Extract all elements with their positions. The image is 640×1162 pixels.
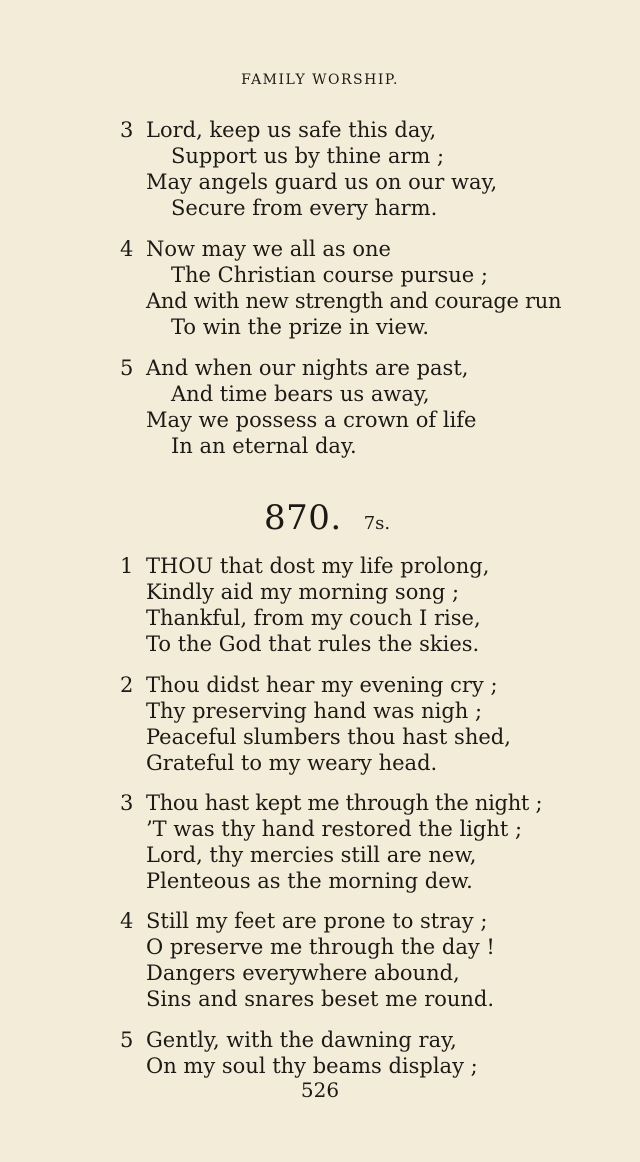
verse-line: Sins and snares beset me round. bbox=[146, 987, 495, 1011]
verse-line: And time bears us away, bbox=[171, 382, 430, 406]
verse-line: Kindly aid my morning song ; bbox=[146, 580, 460, 604]
verse-line: Thy preserving hand was nigh ; bbox=[146, 699, 483, 723]
hymn-heading bbox=[264, 498, 390, 538]
verse-line: Still my feet are prone to stray ; bbox=[146, 909, 488, 933]
verse-line: O preserve me through the day ! bbox=[146, 935, 495, 959]
stanza-number: 5 bbox=[120, 1028, 134, 1052]
stanza-number: 3 bbox=[120, 118, 134, 142]
verse-line: The Christian course pursue ; bbox=[171, 263, 488, 287]
stanza-number: 3 bbox=[120, 791, 134, 815]
verse-line: ’T was thy hand restored the light ; bbox=[146, 817, 523, 841]
verse-line: May we possess a crown of life bbox=[146, 408, 477, 432]
hymn-number: 870. bbox=[264, 498, 342, 538]
verse-line: In an eternal day. bbox=[171, 434, 357, 458]
verse-line: Support us by thine arm ; bbox=[171, 144, 445, 168]
running-header: FAMILY WORSHIP. bbox=[241, 72, 399, 88]
verse-line: Lord, keep us safe this day, bbox=[146, 118, 437, 142]
verse-line: Thankful, from my couch I rise, bbox=[146, 606, 481, 630]
verse-line: May angels guard us on our way, bbox=[146, 170, 498, 194]
verse-line: Secure from every harm. bbox=[171, 196, 438, 220]
stanza-number: 5 bbox=[120, 356, 134, 380]
page-number: 526 bbox=[300, 1078, 340, 1102]
verse-line: To the God that rules the skies. bbox=[146, 632, 480, 656]
verse-line: Now may we all as one bbox=[146, 237, 391, 261]
stanza-number: 2 bbox=[120, 673, 134, 697]
hymn-meter: 7s. bbox=[363, 513, 391, 534]
verse-line: On my soul thy beams display ; bbox=[146, 1054, 478, 1078]
stanza-number: 1 bbox=[120, 554, 134, 578]
stanza-number: 4 bbox=[120, 237, 134, 261]
verse-line: Lord, thy mercies still are new, bbox=[146, 843, 477, 867]
verse-line: Gently, with the dawning ray, bbox=[146, 1028, 457, 1052]
verse-line: Plenteous as the morning dew. bbox=[146, 869, 473, 893]
verse-line: Thou didst hear my evening cry ; bbox=[146, 673, 498, 697]
verse-line: Thou hast kept me through the night ; bbox=[146, 791, 543, 815]
verse-line: And with new strength and courage run bbox=[146, 289, 562, 313]
verse-line: THOU that dost my life prolong, bbox=[146, 554, 490, 578]
verse-line: Peaceful slumbers thou hast shed, bbox=[146, 725, 511, 749]
verse-line: Grateful to my weary head. bbox=[146, 751, 438, 775]
verse-line: And when our nights are past, bbox=[146, 356, 469, 380]
stanza-number: 4 bbox=[120, 909, 134, 933]
verse-line: Dangers everywhere abound, bbox=[146, 961, 460, 985]
verse-line: To win the prize in view. bbox=[171, 315, 430, 339]
